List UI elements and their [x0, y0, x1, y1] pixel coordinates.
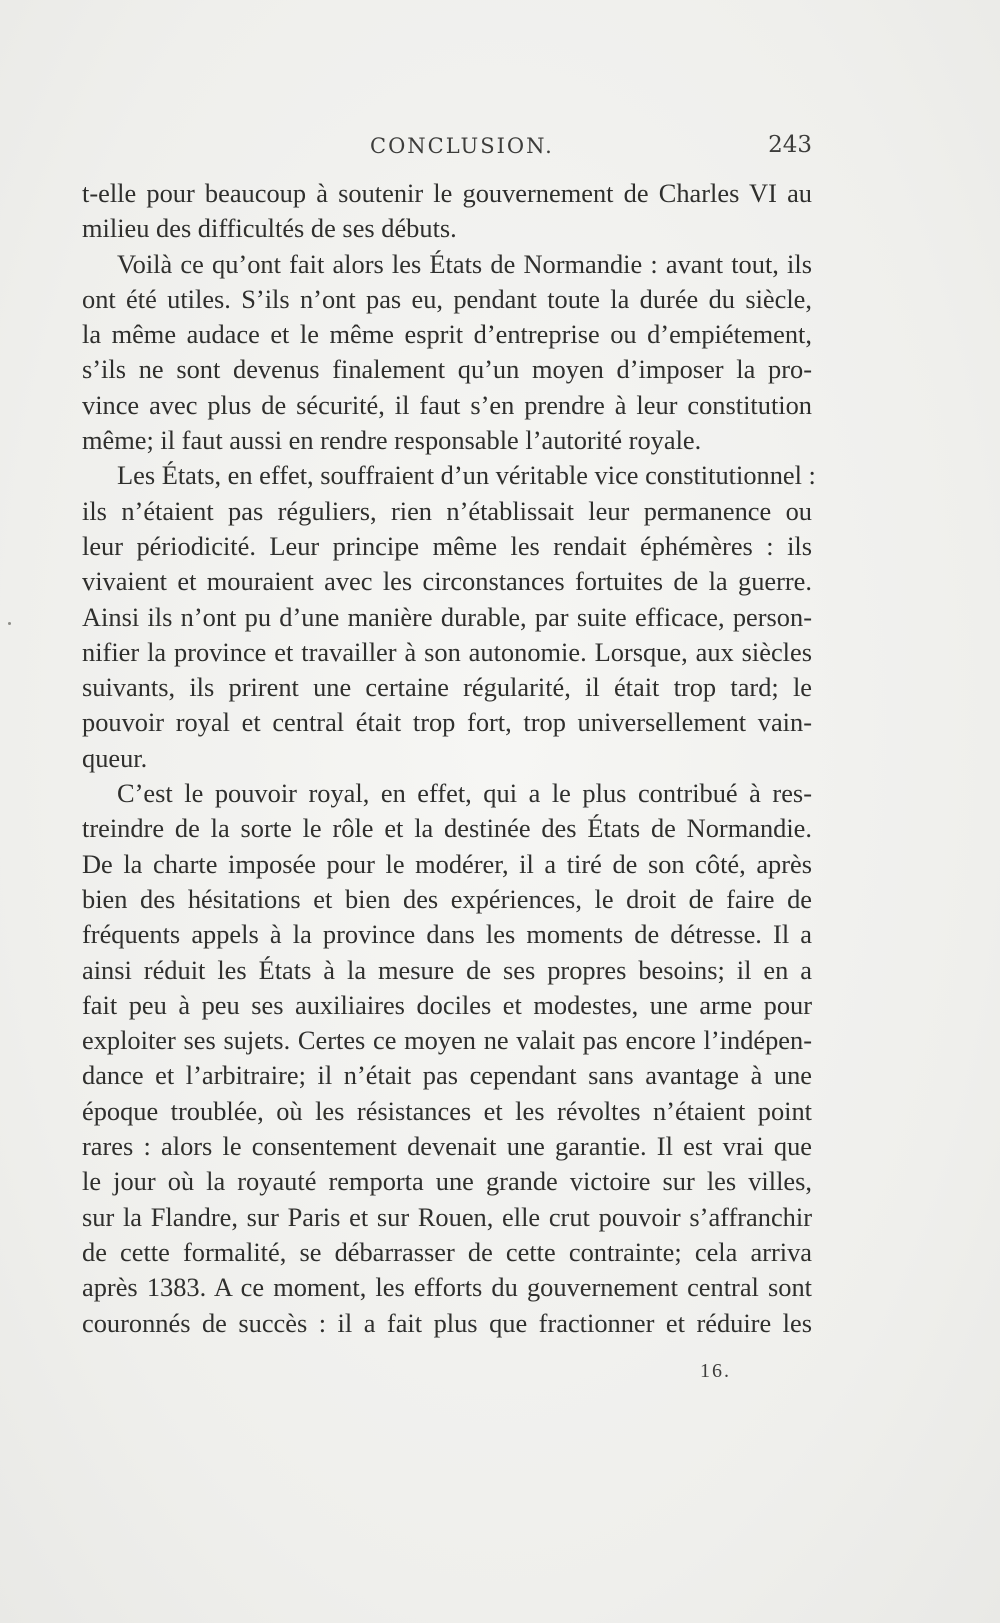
text-line: leur périodicité. Leur principe même les rendait éphémères : ils — [82, 530, 812, 561]
running-head: CONCLUSION. — [370, 134, 554, 158]
text-line: Ainsi ils n’ont pu d’une manière durable, par suite efficace, person- — [82, 601, 812, 632]
text-line: rares : alors le consentement devenait une garantie. Il est vrai que — [82, 1131, 812, 1162]
text-line: sur la Flandre, sur Paris et sur Rouen, elle crut pouvoir s’affranchir — [82, 1201, 812, 1232]
text-line: Voilà ce qu’ont fait alors les États de Normandie : avant tout, ils — [117, 248, 812, 279]
text-line: même; il faut aussi en rendre responsable l’autorité royale. — [82, 425, 702, 456]
text-line: s’ils ne sont devenus finalement qu’un moyen d’imposer la pro- — [82, 354, 812, 385]
text-line: suivants, ils prirent une certaine régularité, il était trop tard; le — [82, 672, 812, 703]
text-line: Les États, en effet, souffraient d’un véritable vice constitutionnel : — [117, 460, 816, 491]
text-line: ainsi réduit les États à la mesure de ses propres besoins; il en a — [82, 954, 812, 985]
text-line: treindre de la sorte le rôle et la destinée des États de Normandie. — [82, 813, 812, 844]
text-line: De la charte imposée pour le modérer, il a tiré de son côté, après — [82, 848, 812, 879]
text-line: le jour où la royauté remporta une grande victoire sur les villes, — [82, 1166, 812, 1197]
text-line: fait peu à peu ses auxiliaires dociles et modestes, une arme pour — [82, 989, 812, 1020]
text-line: vince avec plus de sécurité, il faut s’en prendre à leur constitution — [82, 389, 812, 420]
text-line: de cette formalité, se débarrasser de cette contrainte; cela arriva — [82, 1236, 812, 1267]
text-line: après 1383. A ce moment, les efforts du gouvernement central sont — [82, 1272, 812, 1303]
text-line: queur. — [82, 742, 148, 773]
text-line: exploiter ses sujets. Certes ce moyen ne valait pas encore l’indépen- — [82, 1025, 812, 1056]
page-header — [82, 128, 812, 168]
text-line: la même audace et le même esprit d’entreprise ou d’empiétement, — [82, 319, 812, 350]
body-text — [82, 176, 816, 1341]
text-line: nifier la province et travailler à son autonomie. Lorsque, aux siècles — [82, 636, 812, 667]
paper-speck — [8, 622, 11, 625]
text-line: ils n’étaient pas réguliers, rien n’établissait leur permanence ou — [82, 495, 812, 526]
text-line: pouvoir royal et central était trop fort, trop universellement vain- — [82, 707, 812, 738]
text-line: vivaient et mouraient avec les circonstances fortuites de la guerre. — [82, 566, 812, 597]
text-line: bien des hésitations et bien des expériences, le droit de faire de — [82, 883, 812, 914]
text-line: couronnés de succès : il a fait plus que fractionner et réduire les — [82, 1307, 812, 1338]
text-line: t-elle pour beaucoup à soutenir le gouvernement de Charles VI au — [82, 178, 812, 208]
text-line: dance et l’arbitraire; il n’était pas cependant sans avantage à une — [82, 1060, 812, 1091]
text-line: époque troublée, où les résistances et les révoltes n’étaient point — [82, 1095, 812, 1126]
page-number: 243 — [768, 132, 812, 158]
text-line: ont été utiles. S’ils n’ont pas eu, pendant toute la durée du siècle, — [82, 283, 812, 314]
signature-mark: 16. — [700, 1360, 731, 1382]
text-line: milieu des difficultés de ses débuts. — [82, 213, 457, 244]
text-line: C’est le pouvoir royal, en effet, qui a le plus contribué à res- — [117, 778, 812, 809]
text-line: fréquents appels à la province dans les moments de détresse. Il a — [82, 919, 812, 950]
